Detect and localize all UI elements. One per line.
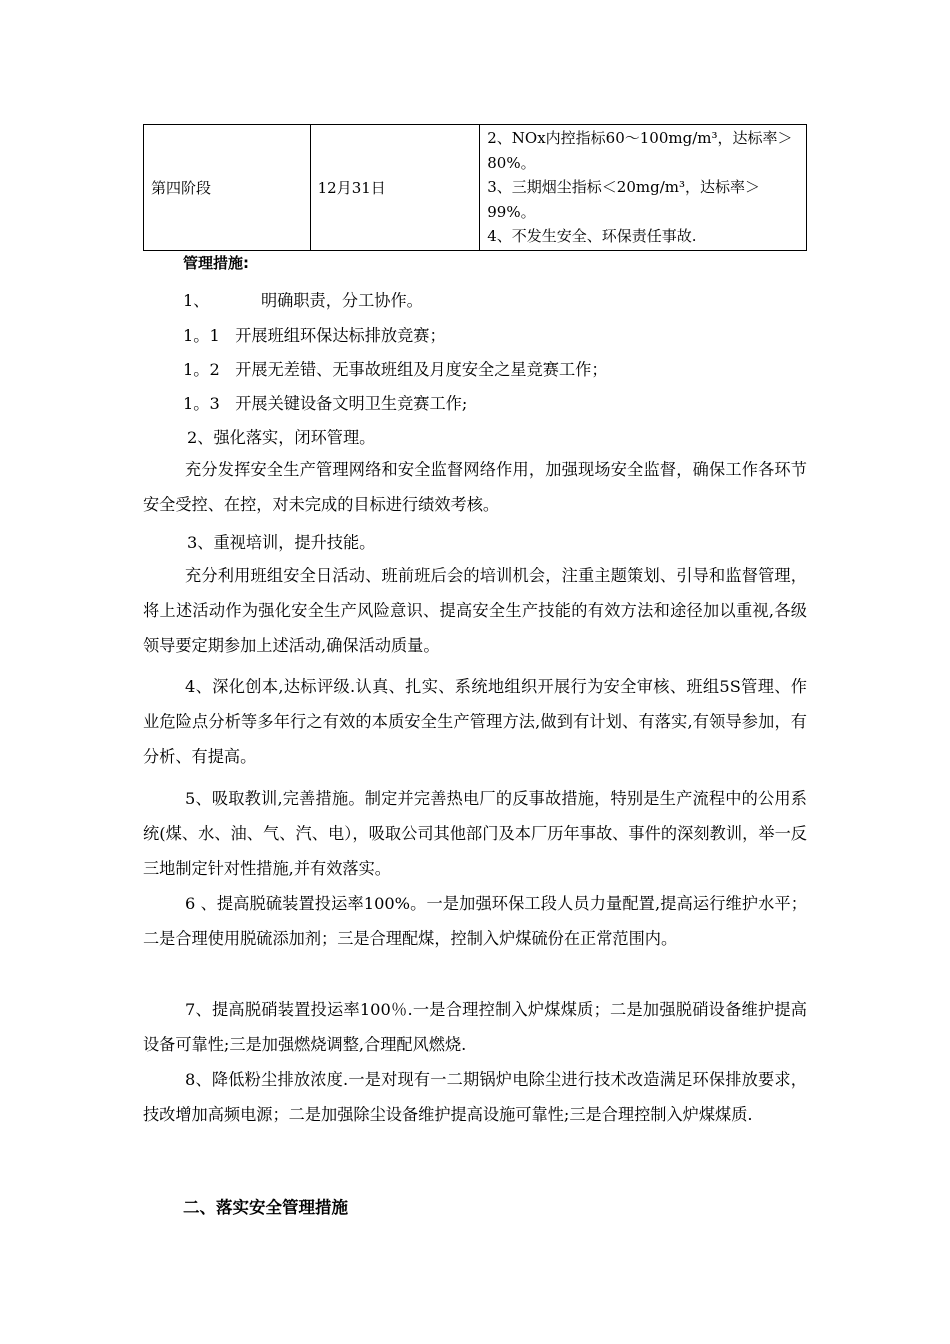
paragraph: 5、吸取教训,完善措施。制定并完善热电厂的反事故措施，特别是生产流程中的公用系统(煤、水、油、气、汽、电），吸取公司其他部门及本厂历年事故、事件的深刻教训，举一反三地制定针对性措施,并有效落实。 [143, 789, 807, 878]
list-item: 1。2 开展无差错、无事故班组及月度安全之星竞赛工作； [183, 360, 608, 379]
stage-label: 第四阶段 [151, 178, 212, 197]
target-item: 2、NOx内控指标60～100mg/m³，达标率＞80%。 [487, 129, 793, 172]
section-heading: 二、落实安全管理措施 [183, 1198, 348, 1217]
paragraph: 6 、提高脱硫装置投运率100%。一是加强环保工段人员力量配置,提高运行维护水平；二是合理使用脱硫添加剂；三是合理配煤，控制入炉煤硫份在正常范围内。 [143, 894, 807, 948]
list-item: 3、重视培训，提升技能。 [187, 533, 376, 552]
table-row [144, 125, 807, 251]
date-label: 12月31日 [317, 178, 386, 197]
date-cell [310, 125, 480, 251]
management-heading: 管理措施: [183, 254, 249, 272]
paragraph: 8、降低粉尘排放浓度.一是对现有一二期锅炉电除尘进行技术改造满足环保排放要求，技改增加高频电源；二是加强除尘设备维护提高设施可靠性;三是合理控制入炉煤煤质. [143, 1070, 807, 1124]
stage-table [143, 124, 807, 251]
targets-cell [480, 125, 807, 251]
paragraph: 7、提高脱硝装置投运率100％.一是合理控制入炉煤煤质；二是加强脱硝设备维护提高设备可靠性;三是加强燃烧调整,合理配风燃烧. [143, 1000, 807, 1054]
target-item: 3、三期烟尘指标＜20mg/m³，达标率＞99%。 [487, 178, 760, 221]
stage-cell [144, 125, 311, 251]
list-item: 1、 明确职责，分工协作。 [183, 291, 423, 310]
list-item: 1。3 开展关键设备文明卫生竞赛工作; [183, 394, 468, 413]
target-item: 4、不发生安全、环保责任事故. [487, 227, 697, 245]
paragraph: 4、深化创本,达标评级.认真、扎实、系统地组织开展行为安全审核、班组5S管理、作业危险点分析等多年行之有效的本质安全生产管理方法,做到有计划、有落实,有领导参加，有分析、有提高。 [143, 677, 807, 766]
list-item: 2、强化落实，闭环管理。 [187, 428, 376, 447]
list-item: 1。1 开展班组环保达标排放竞赛； [183, 326, 446, 345]
paragraph: 充分发挥安全生产管理网络和安全监督网络作用，加强现场安全监督，确保工作各环节安全受控、在控，对未完成的目标进行绩效考核。 [143, 460, 807, 514]
paragraph: 充分利用班组安全日活动、班前班后会的培训机会，注重主题策划、引导和监督管理，将上述活动作为强化安全生产风险意识、提高安全生产技能的有效方法和途径加以重视,各级领导要定期参加上述活动,确保活动质量。 [143, 566, 807, 655]
